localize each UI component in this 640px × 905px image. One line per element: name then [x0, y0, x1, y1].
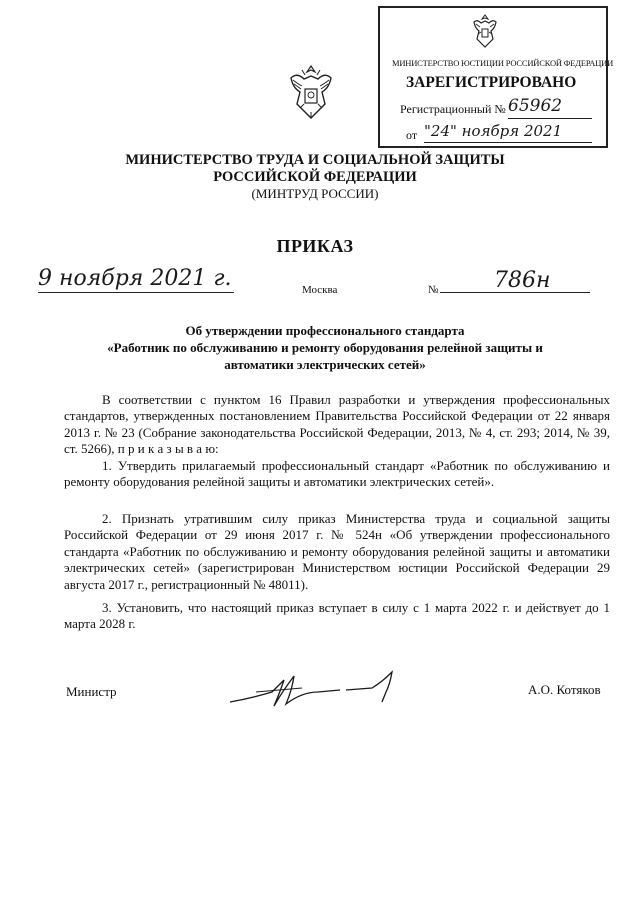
item-3-paragraph: 3. Установить, что настоящий приказ вступает в силу с 1 марта 2022 г. и действует до 1 марта 2028 г. [64, 600, 610, 632]
signatory-name: А.О. Котяков [528, 682, 601, 697]
item-1-paragraph: 1. Утвердить прилагаемый профессиональный стандарт «Работник по обслуживанию и ремонту оборудования релейной защиты и автоматики электрических сетей». [64, 458, 610, 490]
order-number: 786н [494, 268, 551, 293]
signatory-title: Министр [66, 684, 117, 699]
document-type-title: ПРИКАЗ [276, 236, 354, 256]
subject-line2: «Работник по обслуживанию и ремонту оборудования релейной защиты и [107, 340, 543, 355]
ministry-name-line1: МИНИСТЕРСТВО ТРУДА И СОЦИАЛЬНОЙ ЗАЩИТЫ [125, 152, 505, 168]
item-2-paragraph: 2. Признать утратившим силу приказ Министерства труда и социальной защиты Российской Федерации от 29 июня 2017 г. № 524н «Об утверждении профессионального стандарта «Работник по обслуживанию и ремонту оборудования релейной защиты и автоматики электрических сетей» (зарегистрирован Министерством юстиции Российской Федерации 29 августа 2017 г., регистрационный № 48011). [64, 511, 610, 592]
subject-line3: автоматики электрических сетей» [224, 357, 426, 372]
stamp-date-value: "24" ноября 2021 [424, 122, 563, 140]
intro-paragraph: В соответствии с пунктом 16 Правил разработки и утверждения профессиональных стандартов, утвержденных постановлением Правительства Российской Федерации от 22 января 2013 г. № 23 (Собрание законодательства Российской Федерации, 2013, № 4, ст. 293; 2014, № 39, ст. 5266), п р и к а з ы в а ю: [64, 392, 610, 457]
ministry-name-line2: РОССИЙСКОЙ ФЕДЕРАЦИИ [213, 169, 417, 185]
subject-line1: Об утверждении профессионального стандарта [185, 323, 465, 338]
order-number-sign: № [428, 284, 439, 296]
signature-icon [222, 662, 412, 712]
order-date: 9 ноября 2021 г. [38, 266, 232, 291]
stamp-reg-number: 65962 [508, 96, 563, 116]
stamp-registered-label: ЗАРЕГИСТРИРОВАНО [406, 74, 577, 91]
ministry-short-name: (МИНТРУД РОССИИ) [251, 186, 379, 201]
order-city: Москва [302, 284, 338, 296]
coat-of-arms-icon [470, 12, 500, 50]
coat-of-arms-icon [288, 62, 334, 122]
stamp-date-prefix: от [406, 128, 418, 142]
stamp-reg-label: Регистрационный № [400, 102, 506, 116]
date-underline [38, 292, 234, 293]
stamp-ministry-name: МИНИСТЕРСТВО ЮСТИЦИИ РОССИЙСКОЙ ФЕДЕРАЦИИ [392, 58, 614, 68]
registration-stamp [378, 6, 614, 148]
